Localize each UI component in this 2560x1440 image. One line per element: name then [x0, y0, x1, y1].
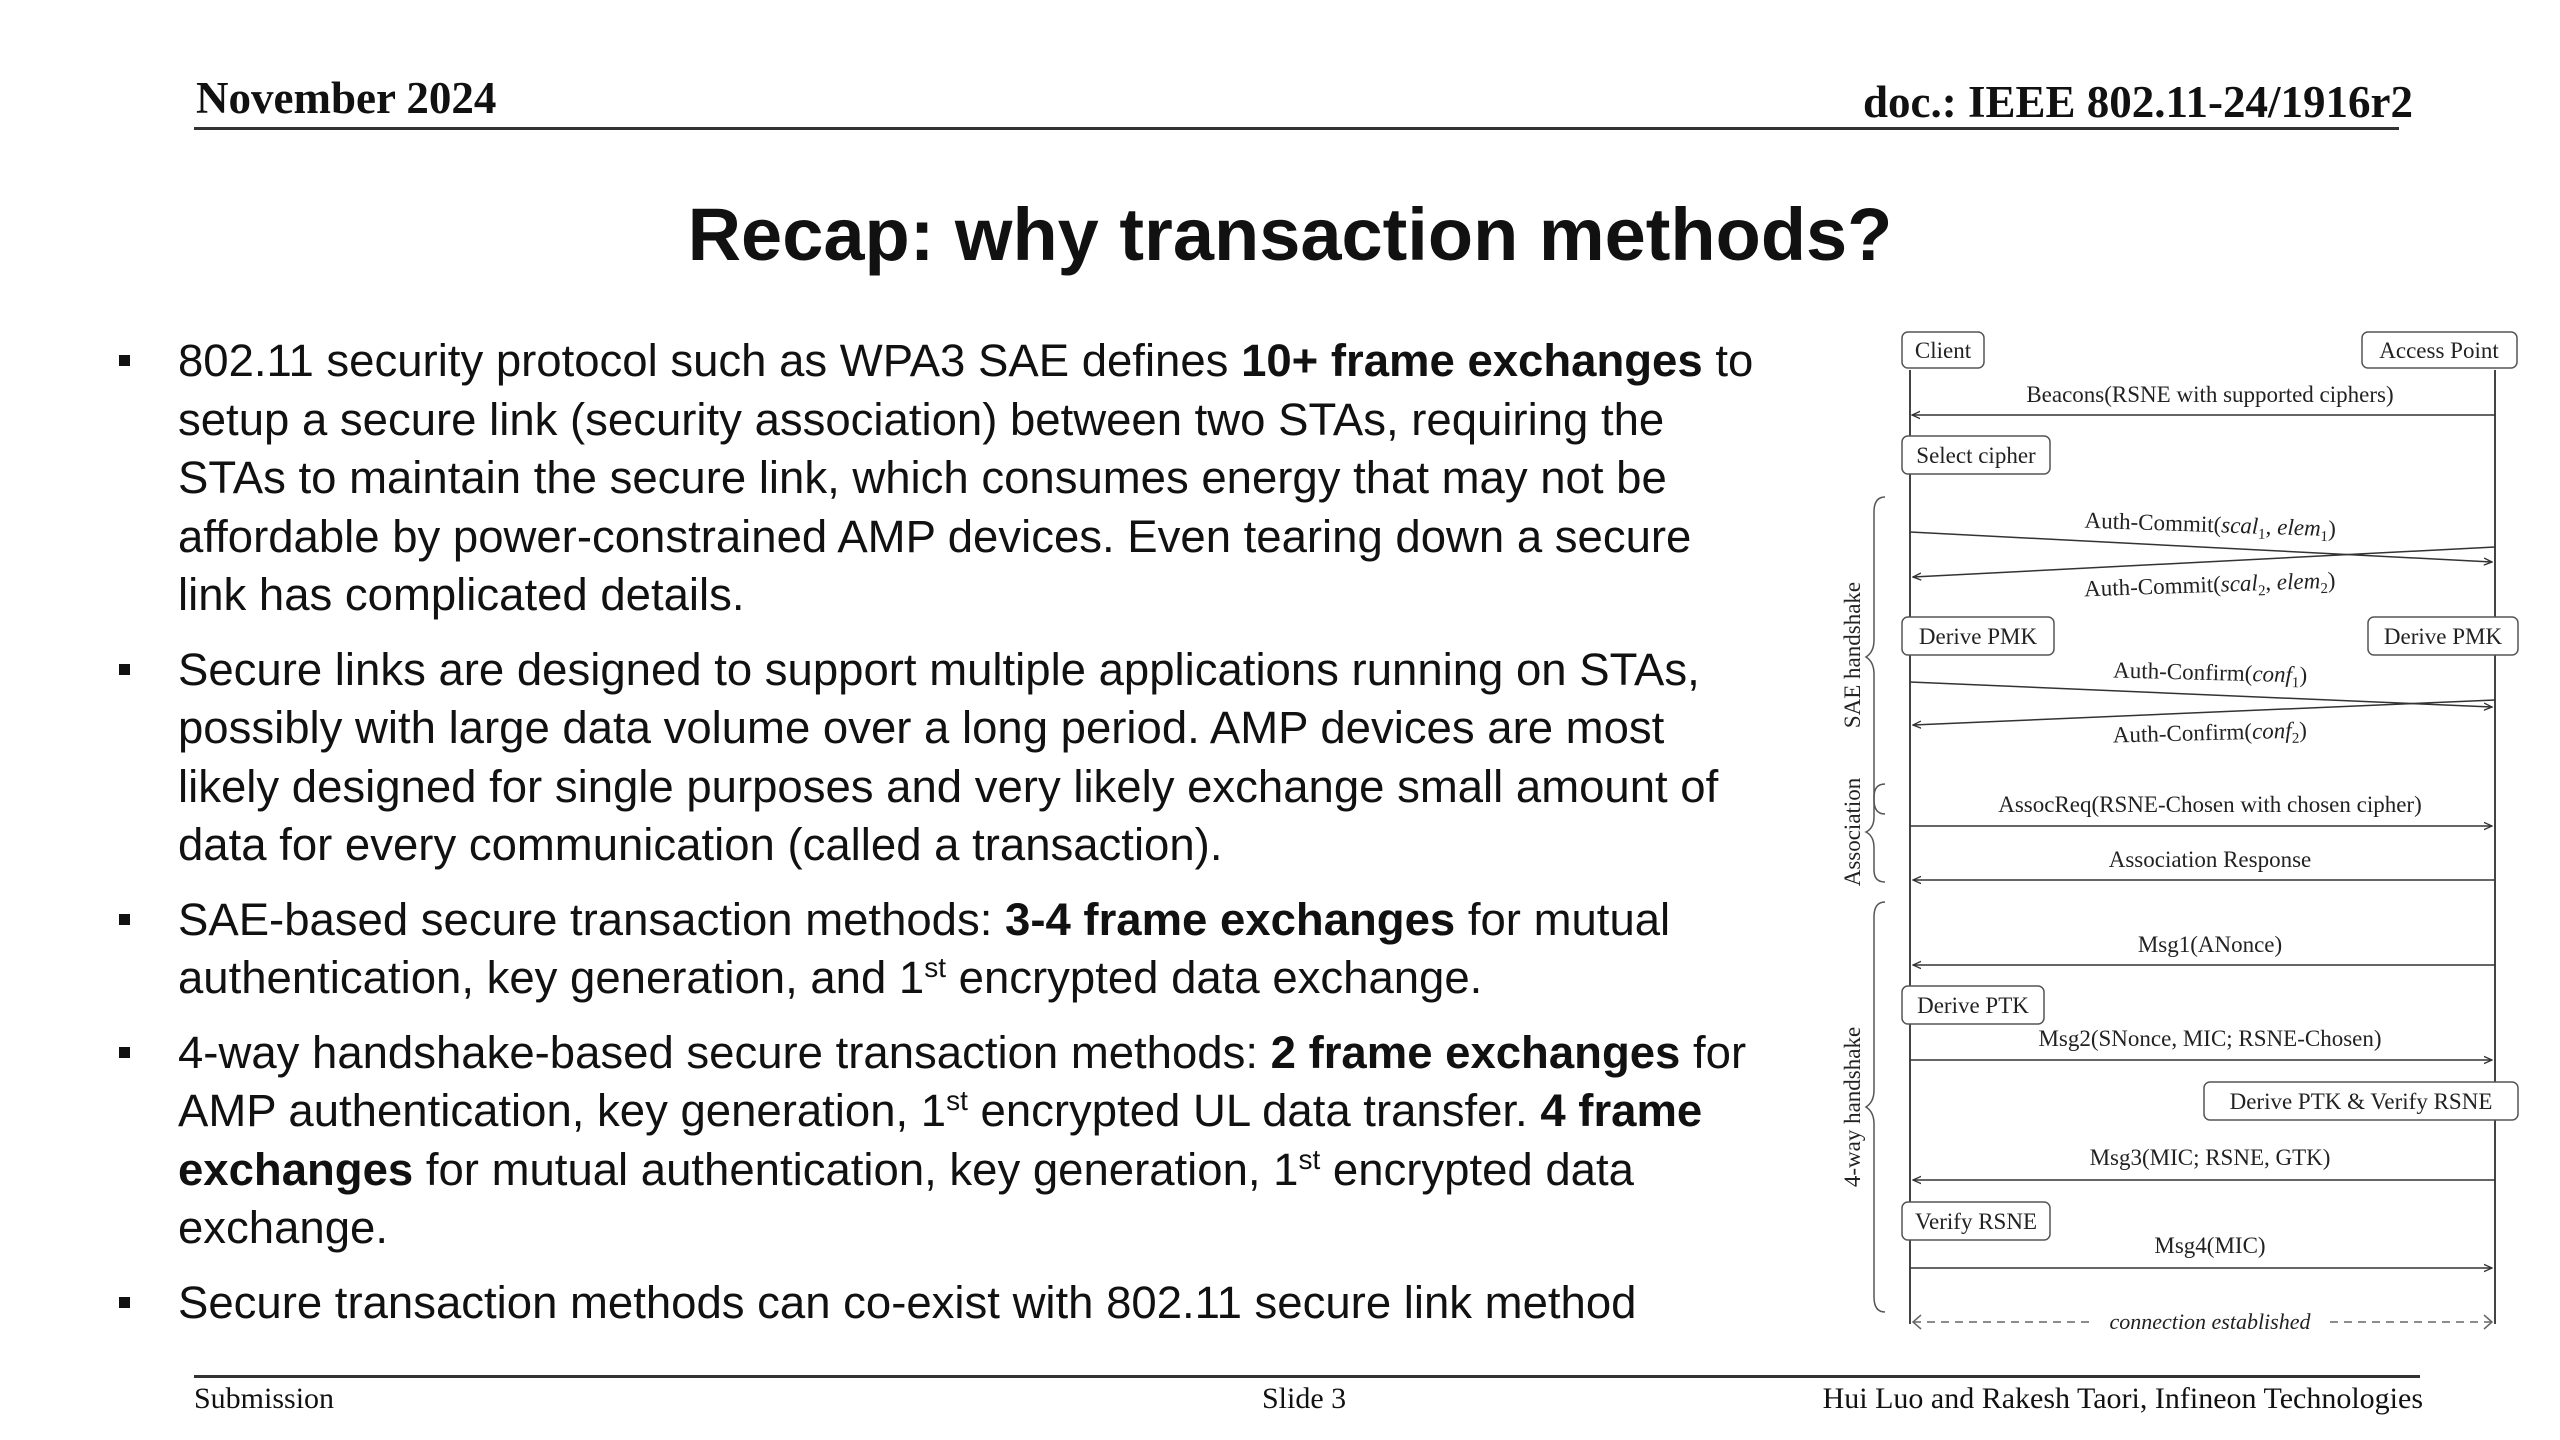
svg-text:Access Point: Access Point — [2379, 338, 2499, 363]
bullet-bold-text: 10+ frame exchanges — [1241, 335, 1703, 386]
sae-handshake-brace — [1866, 497, 1885, 814]
bullet-item — [112, 332, 1772, 625]
bullet-bold-text: 4 frame exchanges — [178, 1085, 1703, 1195]
sae-handshake-label: SAE handshake — [1840, 581, 1865, 729]
bullet-marker — [119, 1297, 130, 1308]
auth-commit-2-label: Auth-Commit(scal$_2$, elem$_2$) — [2083, 567, 2336, 602]
auth-confirm-2-label: Auth-Confirm(conf$_2$) — [2112, 717, 2308, 748]
bullet-text: Secure links are designed to support multiple applications running on STAs, possibly with large data volume over a long period. AMP devices are most likely designed for single purposes and very likely exchange small amount of data for every communication (called a transaction). — [178, 643, 1719, 870]
bullet-list — [112, 332, 1772, 1348]
bullet-text: 802.11 security protocol such as WPA3 SAE defines — [178, 335, 1242, 386]
derive-ptk-verify-rsne-box — [2204, 1082, 2518, 1120]
bullet-marker — [119, 914, 130, 925]
select-cipher-box — [1902, 436, 2050, 474]
header-divider — [194, 127, 2399, 130]
svg-text:Client: Client — [1914, 338, 1972, 363]
svg-text:Select cipher: Select cipher — [1916, 443, 2036, 468]
association-brace — [1866, 784, 1885, 882]
bullet-marker — [119, 355, 130, 366]
bullet-text: encrypted data exchange. — [946, 952, 1483, 1003]
header-date: November 2024 — [196, 73, 497, 123]
bullet-item — [112, 1024, 1772, 1258]
bullet-item — [112, 641, 1772, 875]
bullet-text: 4-way handshake-based secure transaction methods: — [178, 1026, 1271, 1078]
assoc-req-label: AssocReq(RSNE-Chosen with chosen cipher) — [1998, 792, 2422, 817]
bullet-text: for mutual authentication, key generation, 1 — [413, 1143, 1299, 1195]
bullet-item — [112, 1274, 1772, 1333]
svg-text:Derive PMK: Derive PMK — [1918, 624, 2038, 649]
bullet-text: encrypted UL data transfer. — [967, 1085, 1541, 1136]
client-box — [1902, 332, 1984, 368]
four-way-handshake-label: 4-way handshake — [1840, 1026, 1865, 1188]
bullet-text: SAE-based secure transaction methods: — [178, 893, 1006, 945]
bullet-marker — [119, 664, 130, 675]
footer-authors: Hui Luo and Rakesh Taori, Infineon Technologies — [1822, 1382, 2423, 1415]
svg-text:Verify RSNE: Verify RSNE — [1914, 1209, 2038, 1234]
bullet-text: to setup a secure link (security association) between two STAs, requiring the STAs to maintain the secure link, which consumes energy that may not be affordable by power-constrained AMP devices. Even tearing down a secure link has complicated details. — [178, 335, 1754, 620]
header-doc-number: doc.: IEEE 802.11-24/1916r2 — [1862, 77, 2413, 127]
msg3-label: Msg3(MIC; RSNE, GTK) — [2089, 1145, 2331, 1170]
footer-divider — [194, 1375, 2420, 1378]
msg1-label: Msg1(ANonce) — [2137, 932, 2283, 957]
footer-slide-number: Slide 3 — [1262, 1382, 1347, 1415]
derive-ptk-box — [1902, 986, 2044, 1024]
svg-text:Derive PMK: Derive PMK — [2383, 624, 2503, 649]
association-label: Association — [1840, 777, 1865, 887]
access-point-box — [2362, 332, 2517, 368]
bullet-bold-text: 2 frame exchanges — [1270, 1026, 1681, 1078]
ap-derive-pmk-box — [2368, 617, 2518, 655]
superscript: st — [924, 951, 947, 983]
client-derive-pmk-box — [1902, 617, 2054, 655]
superscript: st — [1298, 1143, 1321, 1175]
bullet-bold-text: 3-4 frame exchanges — [1005, 893, 1456, 945]
bullet-item — [112, 891, 1772, 1008]
svg-text:Derive PTK & Verify RSNE: Derive PTK & Verify RSNE — [2229, 1089, 2493, 1114]
bullet-text: encrypted data exchange. — [178, 1143, 1634, 1253]
bullet-text: Secure transaction methods can co-exist with 802.11 secure link method — [178, 1276, 1637, 1328]
msg4-label: Msg4(MIC) — [2154, 1233, 2266, 1258]
auth-confirm-1-label: Auth-Confirm(conf$_1$) — [2112, 657, 2308, 692]
msg2-label: Msg2(SNonce, MIC; RSNE-Chosen) — [2038, 1026, 2382, 1051]
slide-title: Recap: why transaction methods? — [687, 193, 1893, 276]
beacons-label: Beacons(RSNE with supported ciphers) — [2026, 382, 2394, 407]
four-way-handshake-brace — [1866, 902, 1885, 1312]
svg-text:Derive PTK: Derive PTK — [1917, 993, 2029, 1018]
assoc-resp-label: Association Response — [2108, 847, 2312, 872]
bullet-text: for AMP authentication, key generation, 1 — [178, 1026, 1747, 1136]
sae-handshake-sequence-diagram — [1830, 322, 2530, 1342]
auth-commit-1-label: Auth-Commit(scal$_1$, elem$_1$) — [2084, 507, 2337, 546]
bullet-marker — [119, 1047, 130, 1058]
bullet-text: for mutual authentication, key generation, and 1 — [178, 893, 1671, 1003]
connection-established-label: connection established — [2109, 1309, 2311, 1334]
verify-rsne-box — [1902, 1202, 2050, 1240]
superscript: st — [946, 1084, 968, 1116]
footer-submission: Submission — [194, 1382, 335, 1415]
